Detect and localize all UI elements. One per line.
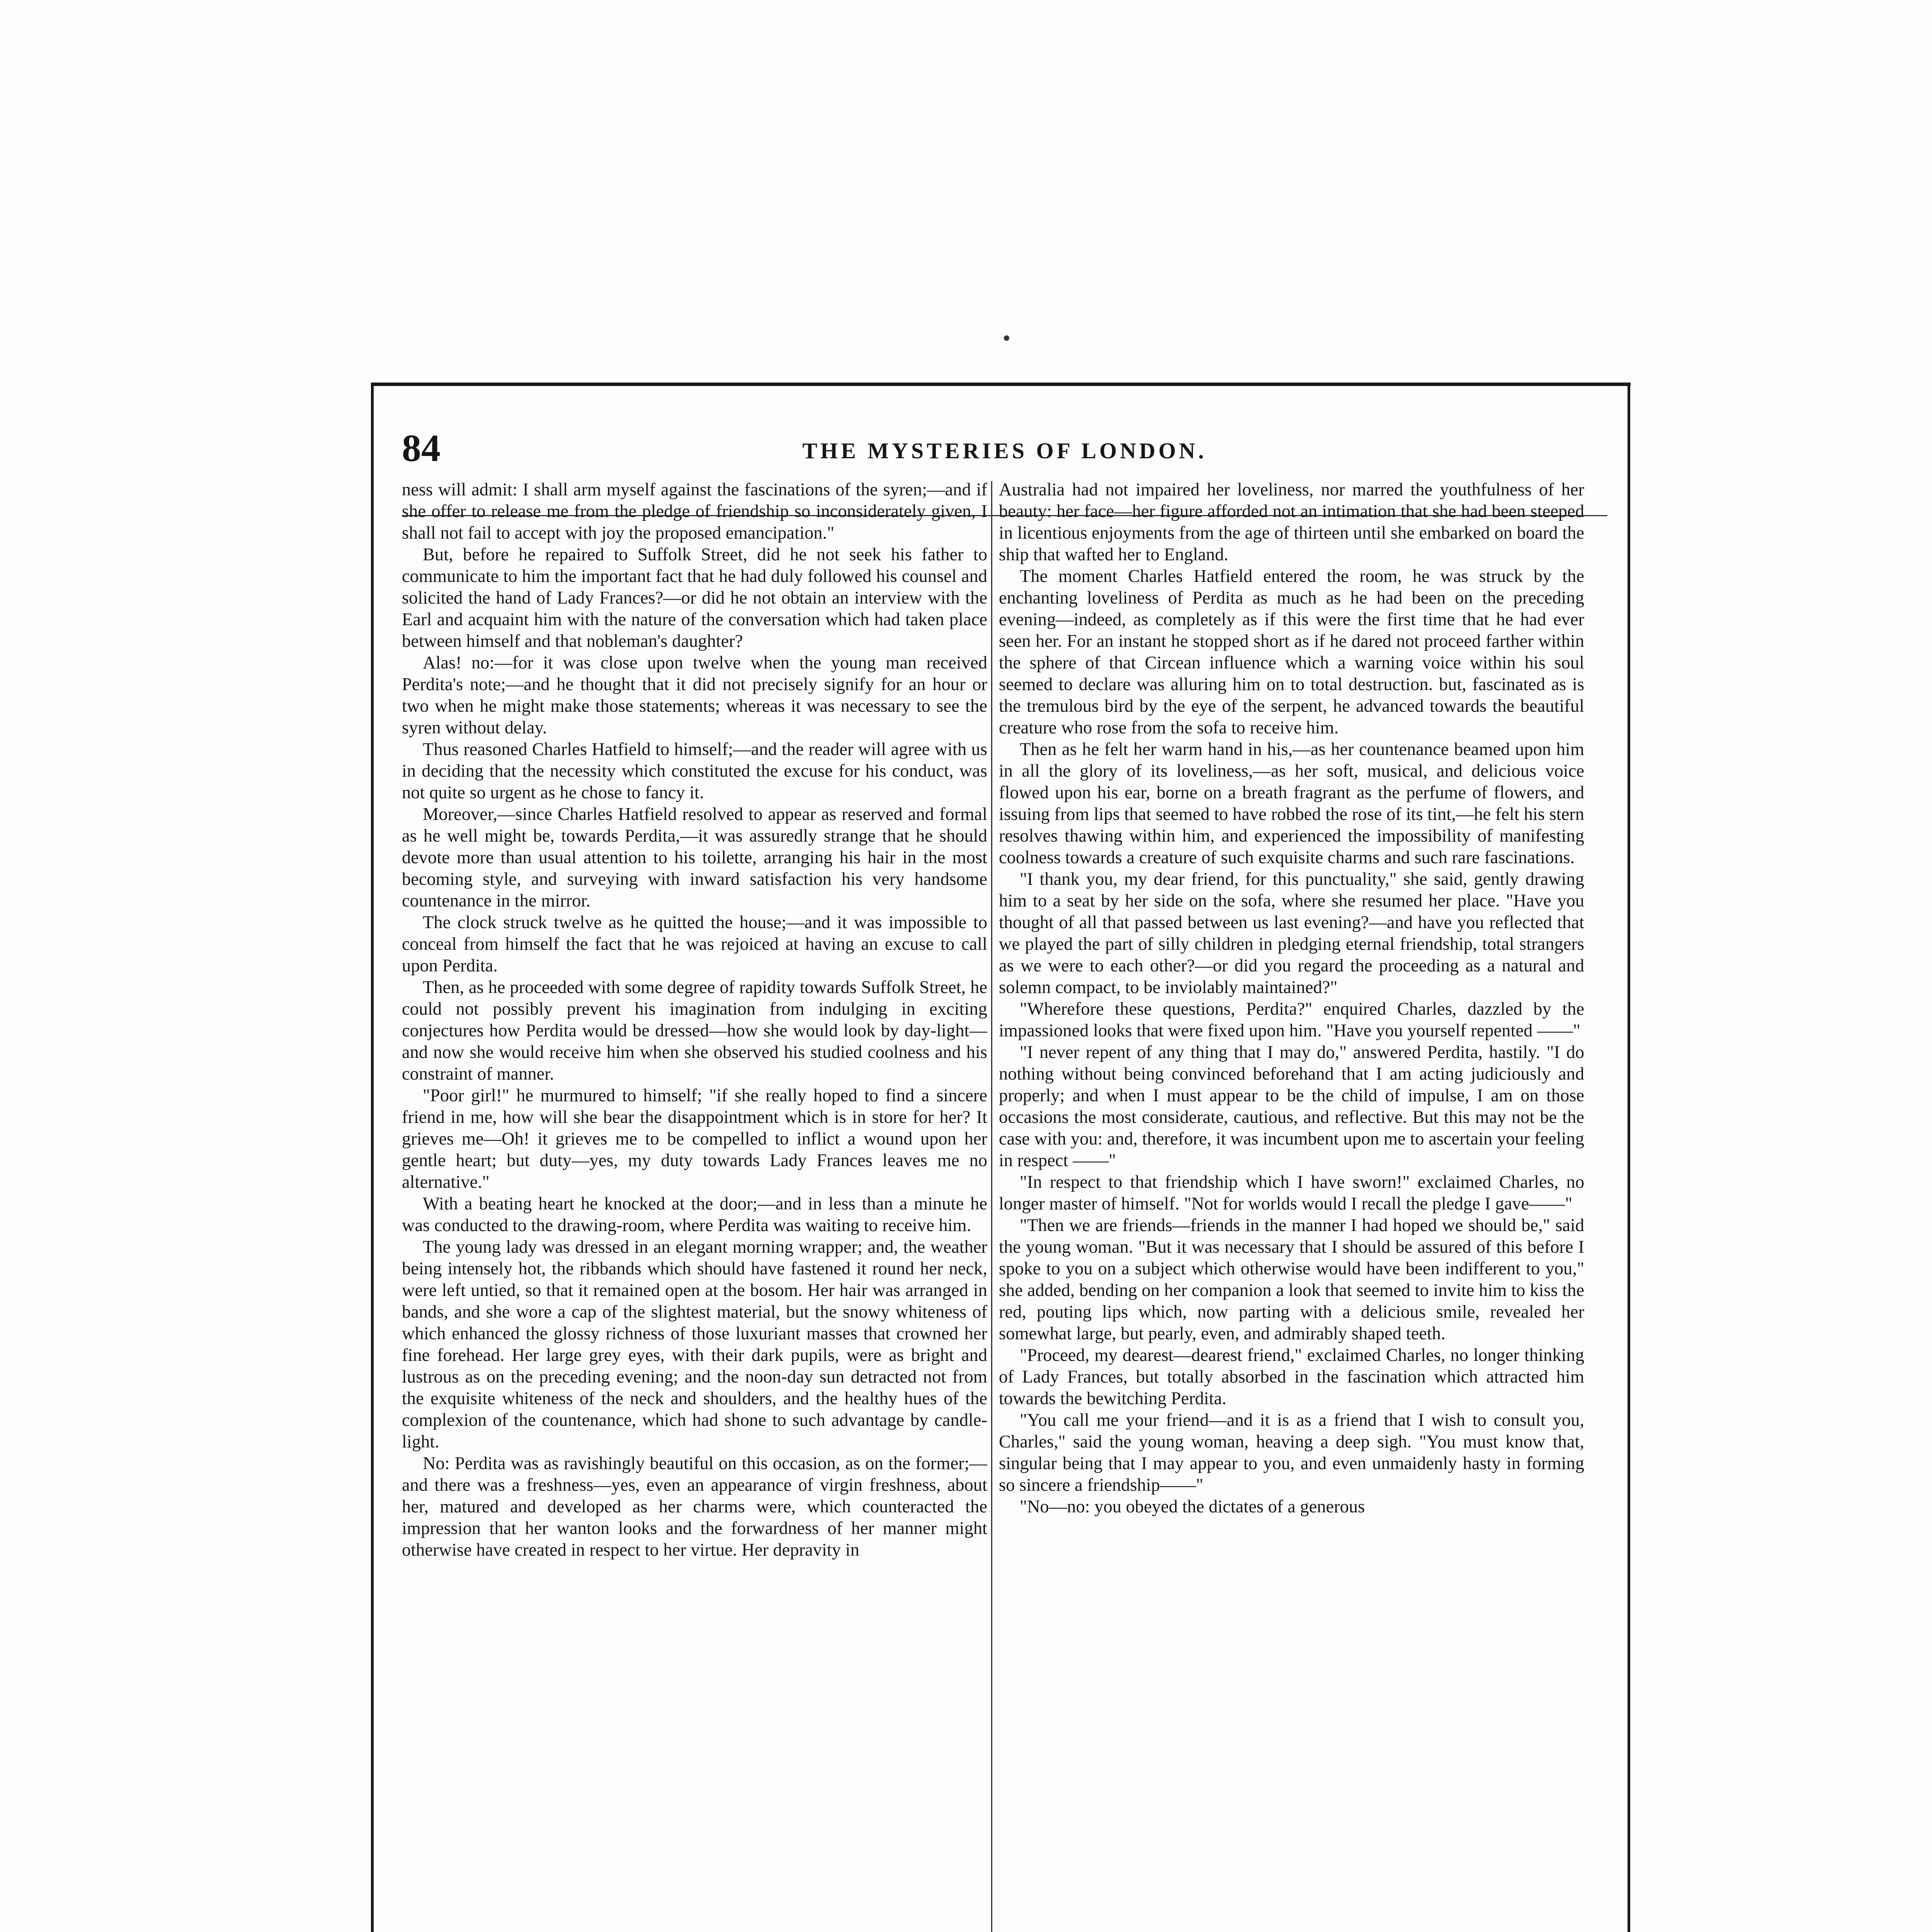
paragraph: "I never repent of any thing that I may do," answered Perdita, hastily. "I do nothing without being convinced beforehand that I am acting judiciously and properly; and when I must appear to be the child of impulse, I am on those occasions the most considerate, cautious, and reflective. But this may not be the case with you: and, therefore, it was incumbent upon me to ascertain your feeling in respect ——" [999,1043,1584,1170]
paragraph: "Then we are friends—friends in the manner I had hoped we should be," said the young woman. "But it was necessary that I should be assured of this before I spoke to you on a subject which otherwise would have been indifferent to you," she added, bending on her companion a look that seemed to invite him to kiss the red, pouting lips which, now parting with a delicious smile, revealed her somewhat large, but pearly, even, and admirably shaped teeth. [999,1216,1584,1344]
column-divider [991,481,992,1932]
page-number: 84 [402,427,440,469]
page-frame-left-rule [371,383,374,1932]
paragraph: But, before he repaired to Suffolk Street, did he not seek his father to communicate to him the important fact that he had duly followed his counsel and solicited the hand of Lady Frances?—or did he not obtain an interview with the Earl and acquaint him with the nature of the conversation which had taken place between himself and that nobleman's daughter? [402,545,987,651]
paragraph: No: Perdita was as ravishingly beautiful on this occasion, as on the former;—and there was a freshness—yes, even an appearance of virgin freshness, about her, matured and developed as her charms were, which counteracted the impression that her wanton looks and the forwardness of her manner might otherwise have created in respect to her virtue. Her depravity in [402,1454,987,1560]
paragraph: "You call me your friend—and it is as a friend that I wish to consult you, Charles," said the young woman, heaving a deep sigh. "You must know that, singular being that I may appear to you, and even unmaidenly hasty in forming so sincere a friendship——" [999,1410,1584,1495]
paragraph: Alas! no:—for it was close upon twelve when the young man received Perdita's note;—and he thought that it did not precisely signify for an hour or two when he might make those statements; whereas it was necessary to see the syren without delay. [402,653,987,738]
paragraph: "I thank you, my dear friend, for this punctuality," she said, gently drawing him to a seat by her side on the sofa, where she resumed her place. "Have you thought of all that passed between us last evening?—and have you reflected that we played the part of silly children in pledging eternal friendship, total strangers as we were to each other?—or did you regard the proceeding as a natural and solemn compact, to be inviolably maintained?" [999,869,1584,997]
paragraph: Then as he felt her warm hand in his,—as her countenance beamed upon him in all the glory of its loveliness,—as her soft, musical, and delicious voice flowed upon his ear, borne on a breath fragrant as the perfume of flowers, and issuing from lips that seemed to have robbed the rose of its tint,—he felt his stern resolves thawing within him, and experienced the impossibility of manifesting coolness towards a creature of such exquisite charms and such rare fascinations. [999,740,1584,867]
paragraph: "Proceed, my dearest—dearest friend," exclaimed Charles, no longer thinking of Lady Frances, but totally absorbed in the fascination which attracted him towards the bewitching Perdita. [999,1345,1584,1408]
paragraph: "In respect to that friendship which I have sworn!" exclaimed Charles, no longer master of himself. "Not for worlds would I recall the pledge I gave——" [999,1172,1584,1214]
page-frame-right-rule [1628,383,1630,1932]
paragraph: The moment Charles Hatfield entered the room, he was struck by the enchanting loveliness of Perdita as much as he had been on the preceding evening—indeed, as completely as if this were the first time that he had ever seen her. For an instant he stopped short as if he dared not proceed farther within the sphere of that Circean influence which a warning voice within his soul seemed to declare was alluring him on to total destruction. but, fascinated as is the tremulous bird by the eye of the serpent, he advanced towards the beautiful creature who rose from the sofa to receive him. [999,566,1584,738]
paragraph: Thus reasoned Charles Hatfield to himself;—and the reader will agree with us in deciding that the necessity which constituted the excuse for his conduct, was not quite so urgent as he chose to fancy it. [402,740,987,803]
page-frame-top-rule [371,383,1631,386]
paragraph: "Poor girl!" he murmured to himself; "if she really hoped to find a sincere friend in me, how will she bear the disappointment which is in store for her? It grieves me—Oh! it grieves me to be compelled to inflict a wound upon her gentle heart; but duty—yes, my duty towards Lady Frances leaves me no alternative." [402,1086,987,1192]
paragraph: ness will admit: I shall arm myself against the fascinations of the syren;—and if she offer to release me from the pledge of friendship so inconsiderately given, I shall not fail to accept with joy the proposed emancipation." [402,480,987,543]
paragraph: "Wherefore these questions, Perdita?" enquired Charles, dazzled by the impassioned looks that were fixed upon him. "Have you yourself repented ——" [999,999,1584,1041]
page-header [402,427,1607,473]
left-text-column [402,479,987,1932]
printed-speck [1004,335,1009,341]
paragraph: The clock struck twelve as he quitted the house;—and it was impossible to conceal from himself the fact that he was rejoiced at having an excuse to call upon Perdita. [402,913,987,976]
paragraph: Australia had not impaired her loveliness, nor marred the youthfulness of her beauty: her face—her figure afforded not an intimation that she had been steeped in licentious enjoyments from the age of thirteen until she embarked on board the ship that wafted her to England. [999,480,1584,565]
paragraph: Then, as he proceeded with some degree of rapidity towards Suffolk Street, he could not possibly prevent his imagination from indulging in exciting conjectures how Perdita would be dressed—how she would look by day-light—and now she would receive him when she observed his studied coolness and his constraint of manner. [402,978,987,1084]
paragraph: "No—no: you obeyed the dictates of a generous [1020,1497,1365,1517]
right-text-column [999,479,1584,1932]
paragraph: With a beating heart he knocked at the door;—and in less than a minute he was conducted to the drawing-room, where Perdita was waiting to receive him. [402,1194,987,1235]
paragraph: The young lady was dressed in an elegant morning wrapper; and, the weather being intensely hot, the ribbands which should have fastened it round her neck, were left untied, so that it remained open at the bosom. Her hair was arranged in bands, and she wore a cap of the slightest material, but the snowy whiteness of which enhanced the glossy richness of those luxuriant masses that crowned her fine forehead. Her large grey eyes, with their dark pupils, were as bright and lustrous as on the preceding evening; and the noon-day sun detracted not from the exquisite whiteness of the neck and shoulders, and the healthy hues of the complexion of the countenance, which had shone to such advantage by candle-light. [402,1237,987,1452]
paragraph: Moreover,—since Charles Hatfield resolved to appear as reserved and formal as he well might be, towards Perdita,—it was assuredly strange that he should devote more than usual attention to his toilette, arranging his hair in the most becoming style, and surveying with inward satisfaction his very handsome countenance in the mirror. [402,804,987,911]
running-title: THE MYSTERIES OF LONDON. [802,438,1207,463]
book-page [371,383,1631,1932]
